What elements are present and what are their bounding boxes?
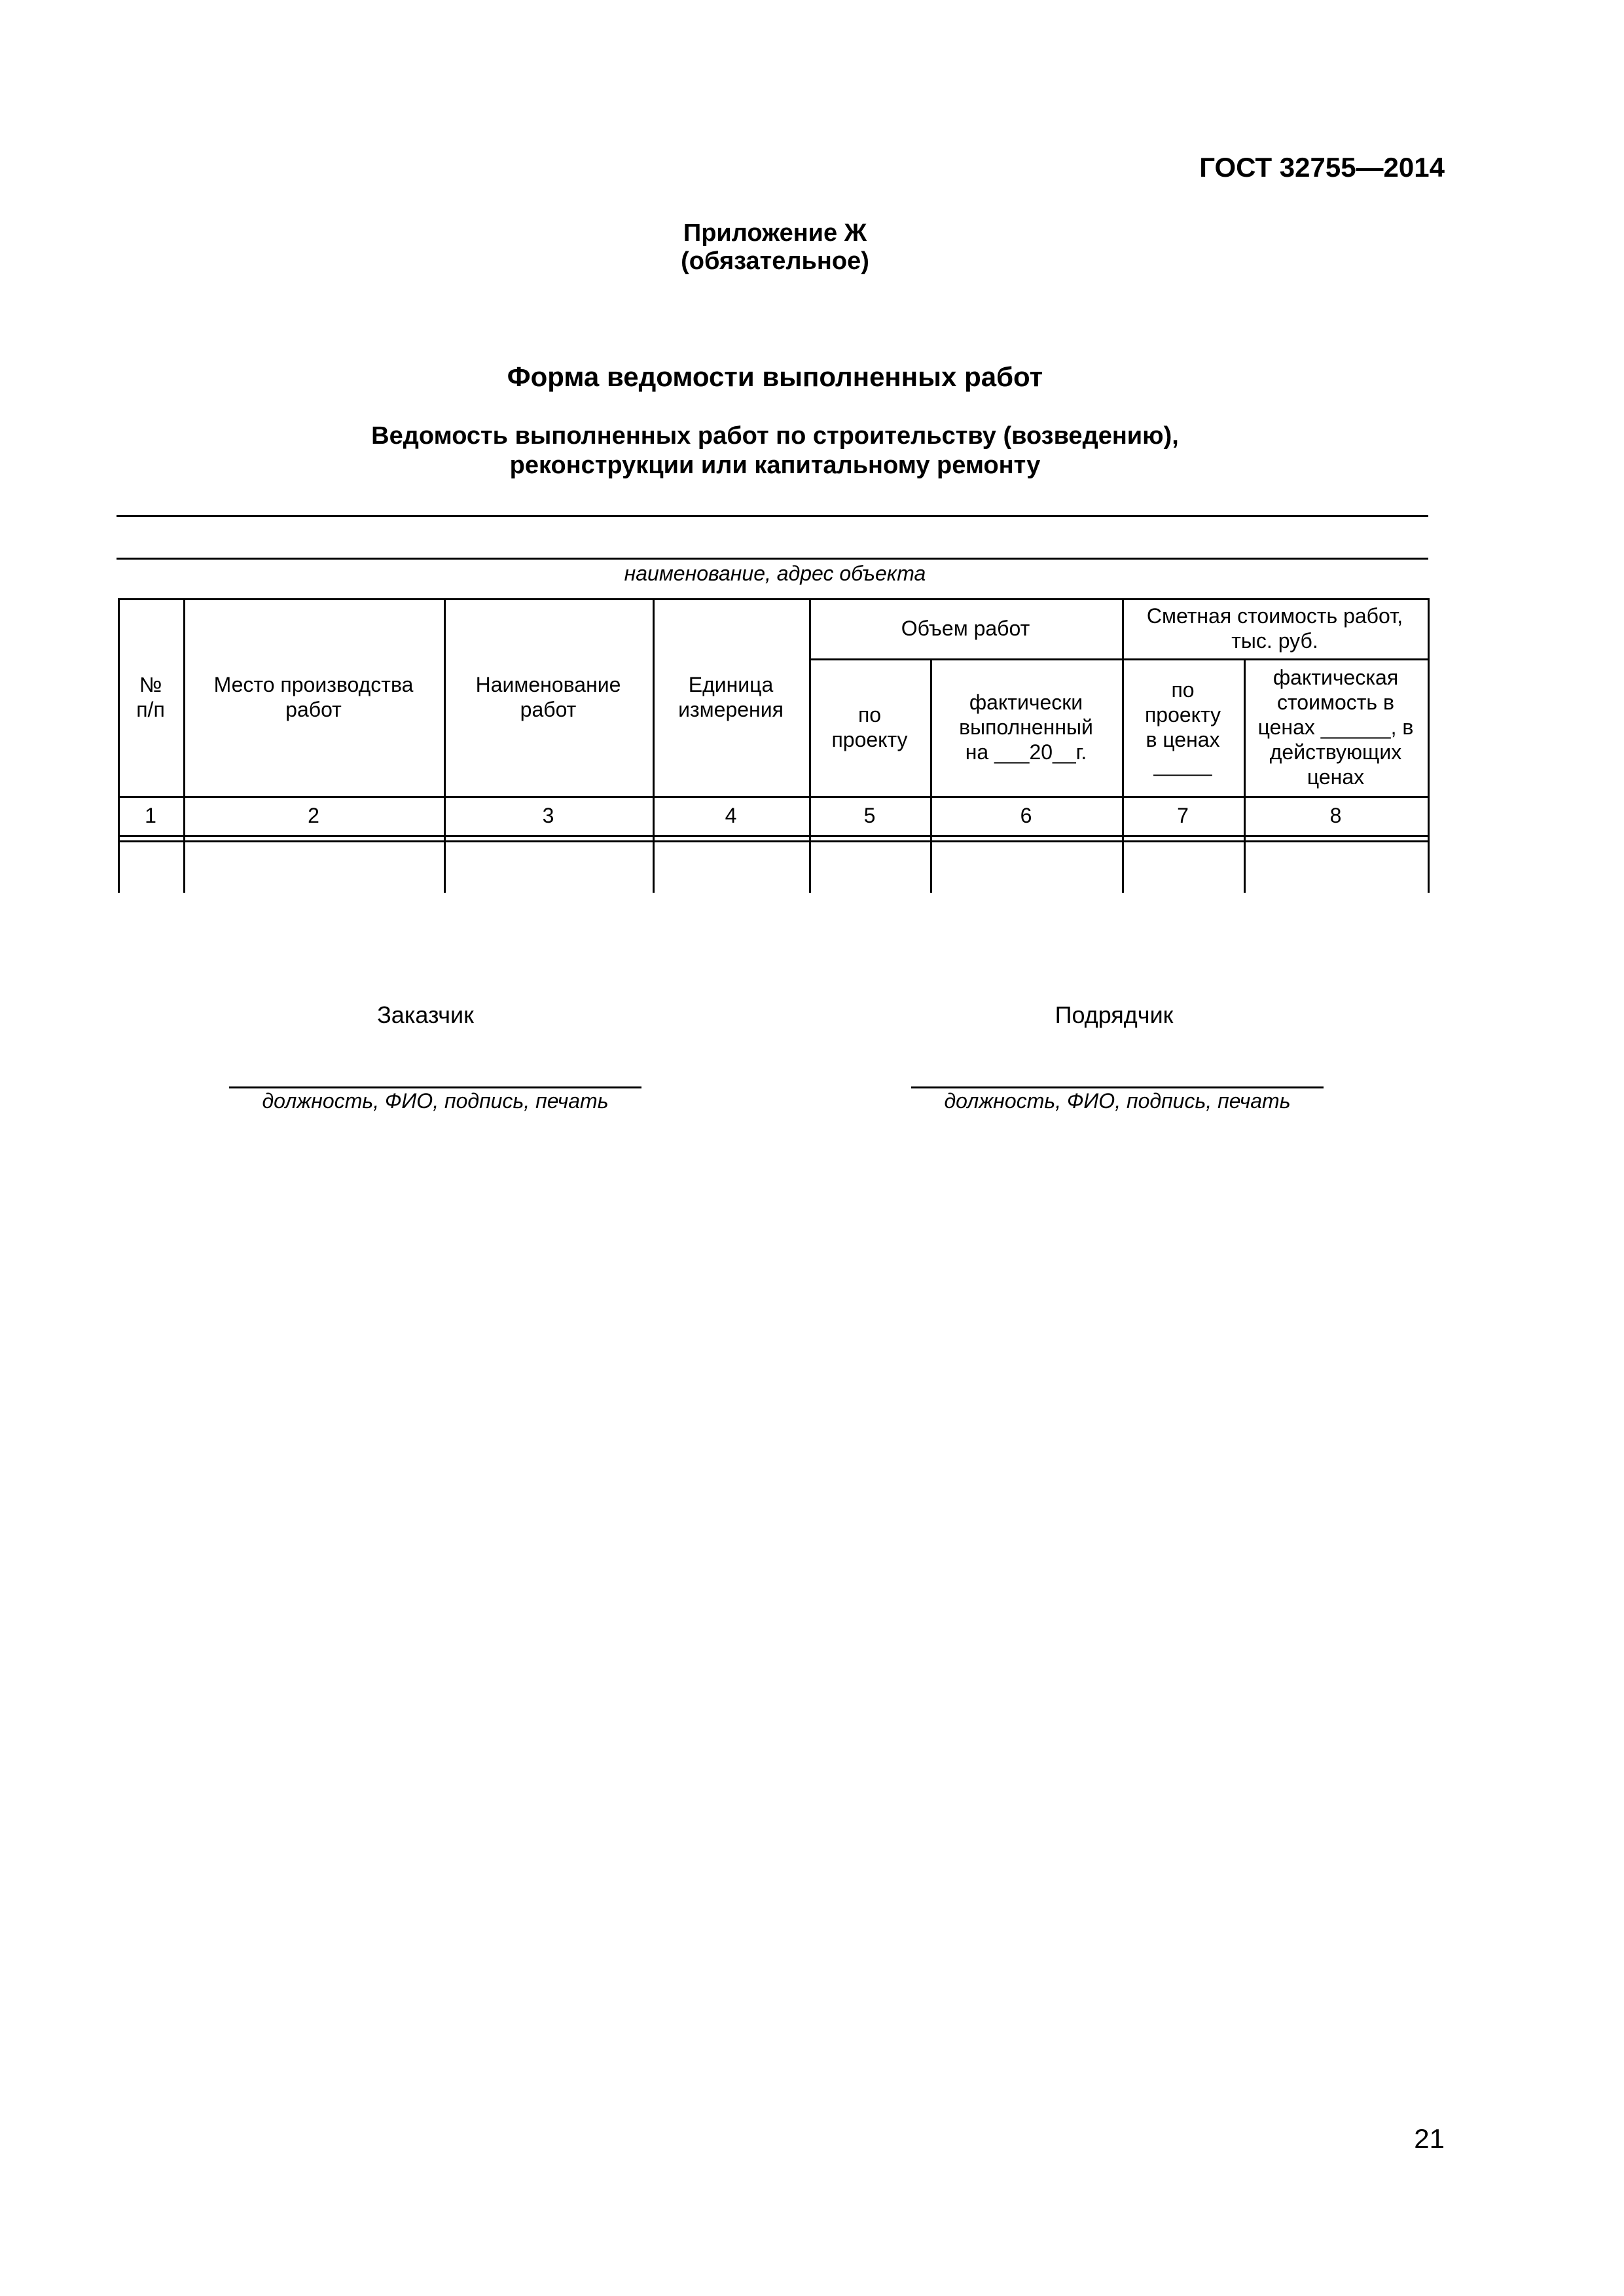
- statement-title-line-1: Ведомость выполненных работ по строительству (возведению),: [371, 422, 1179, 450]
- table-row: [118, 842, 1430, 893]
- column-number: 2: [308, 804, 319, 827]
- form-title: Форма ведомости выполненных работ: [507, 361, 1043, 392]
- header-number: № п/п: [136, 673, 165, 721]
- appendix-status: (обязательное): [681, 247, 869, 275]
- header-volume-actual: фактически выполненный на ___20__г.: [959, 691, 1093, 764]
- header-unit: Единица измерения: [678, 673, 784, 721]
- column-number: 6: [1020, 804, 1032, 827]
- work-table: [118, 598, 1430, 893]
- column-number: 4: [725, 804, 737, 827]
- customer-label: Заказчик: [377, 1001, 474, 1028]
- column-number: 3: [542, 804, 554, 827]
- contractor-signature-caption: должность, ФИО, подпись, печать: [944, 1089, 1291, 1113]
- customer-signature-caption: должность, ФИО, подпись, печать: [262, 1089, 609, 1113]
- contractor-label: Подрядчик: [1055, 1001, 1174, 1028]
- header-cost-actual: фактическая стоимость в ценах ______, в действующих ценах: [1257, 666, 1414, 789]
- customer-signature-line: [229, 1086, 641, 1088]
- column-number: 1: [145, 804, 156, 827]
- document-code: ГОСТ 32755—2014: [1199, 152, 1445, 183]
- number-row-bottom-border: [118, 835, 1430, 837]
- header-work-location: Место производства работ: [213, 673, 414, 721]
- header-volume-group: Объем работ: [901, 617, 1030, 640]
- object-name-line-2: [117, 558, 1428, 560]
- header-work-name: Наименование работ: [475, 673, 621, 721]
- column-number: 5: [863, 804, 876, 827]
- header-cost-group: Сметная стоимость работ, тыс. руб.: [1146, 604, 1403, 653]
- contractor-signature-line: [911, 1086, 1324, 1088]
- statement-title-line-2: реконструкции или капитальному ремонту: [509, 452, 1041, 479]
- appendix-title: Приложение Ж: [683, 219, 867, 247]
- object-caption: наименование, адрес объекта: [624, 562, 926, 585]
- header-cost-by-project: по проекту в ценах _____: [1144, 678, 1221, 776]
- column-number: 8: [1329, 804, 1342, 827]
- header-volume-by-project: по проекту: [831, 703, 908, 751]
- object-name-line-1: [117, 515, 1428, 517]
- column-number: 7: [1177, 804, 1189, 827]
- page-number: 21: [1414, 2123, 1445, 2154]
